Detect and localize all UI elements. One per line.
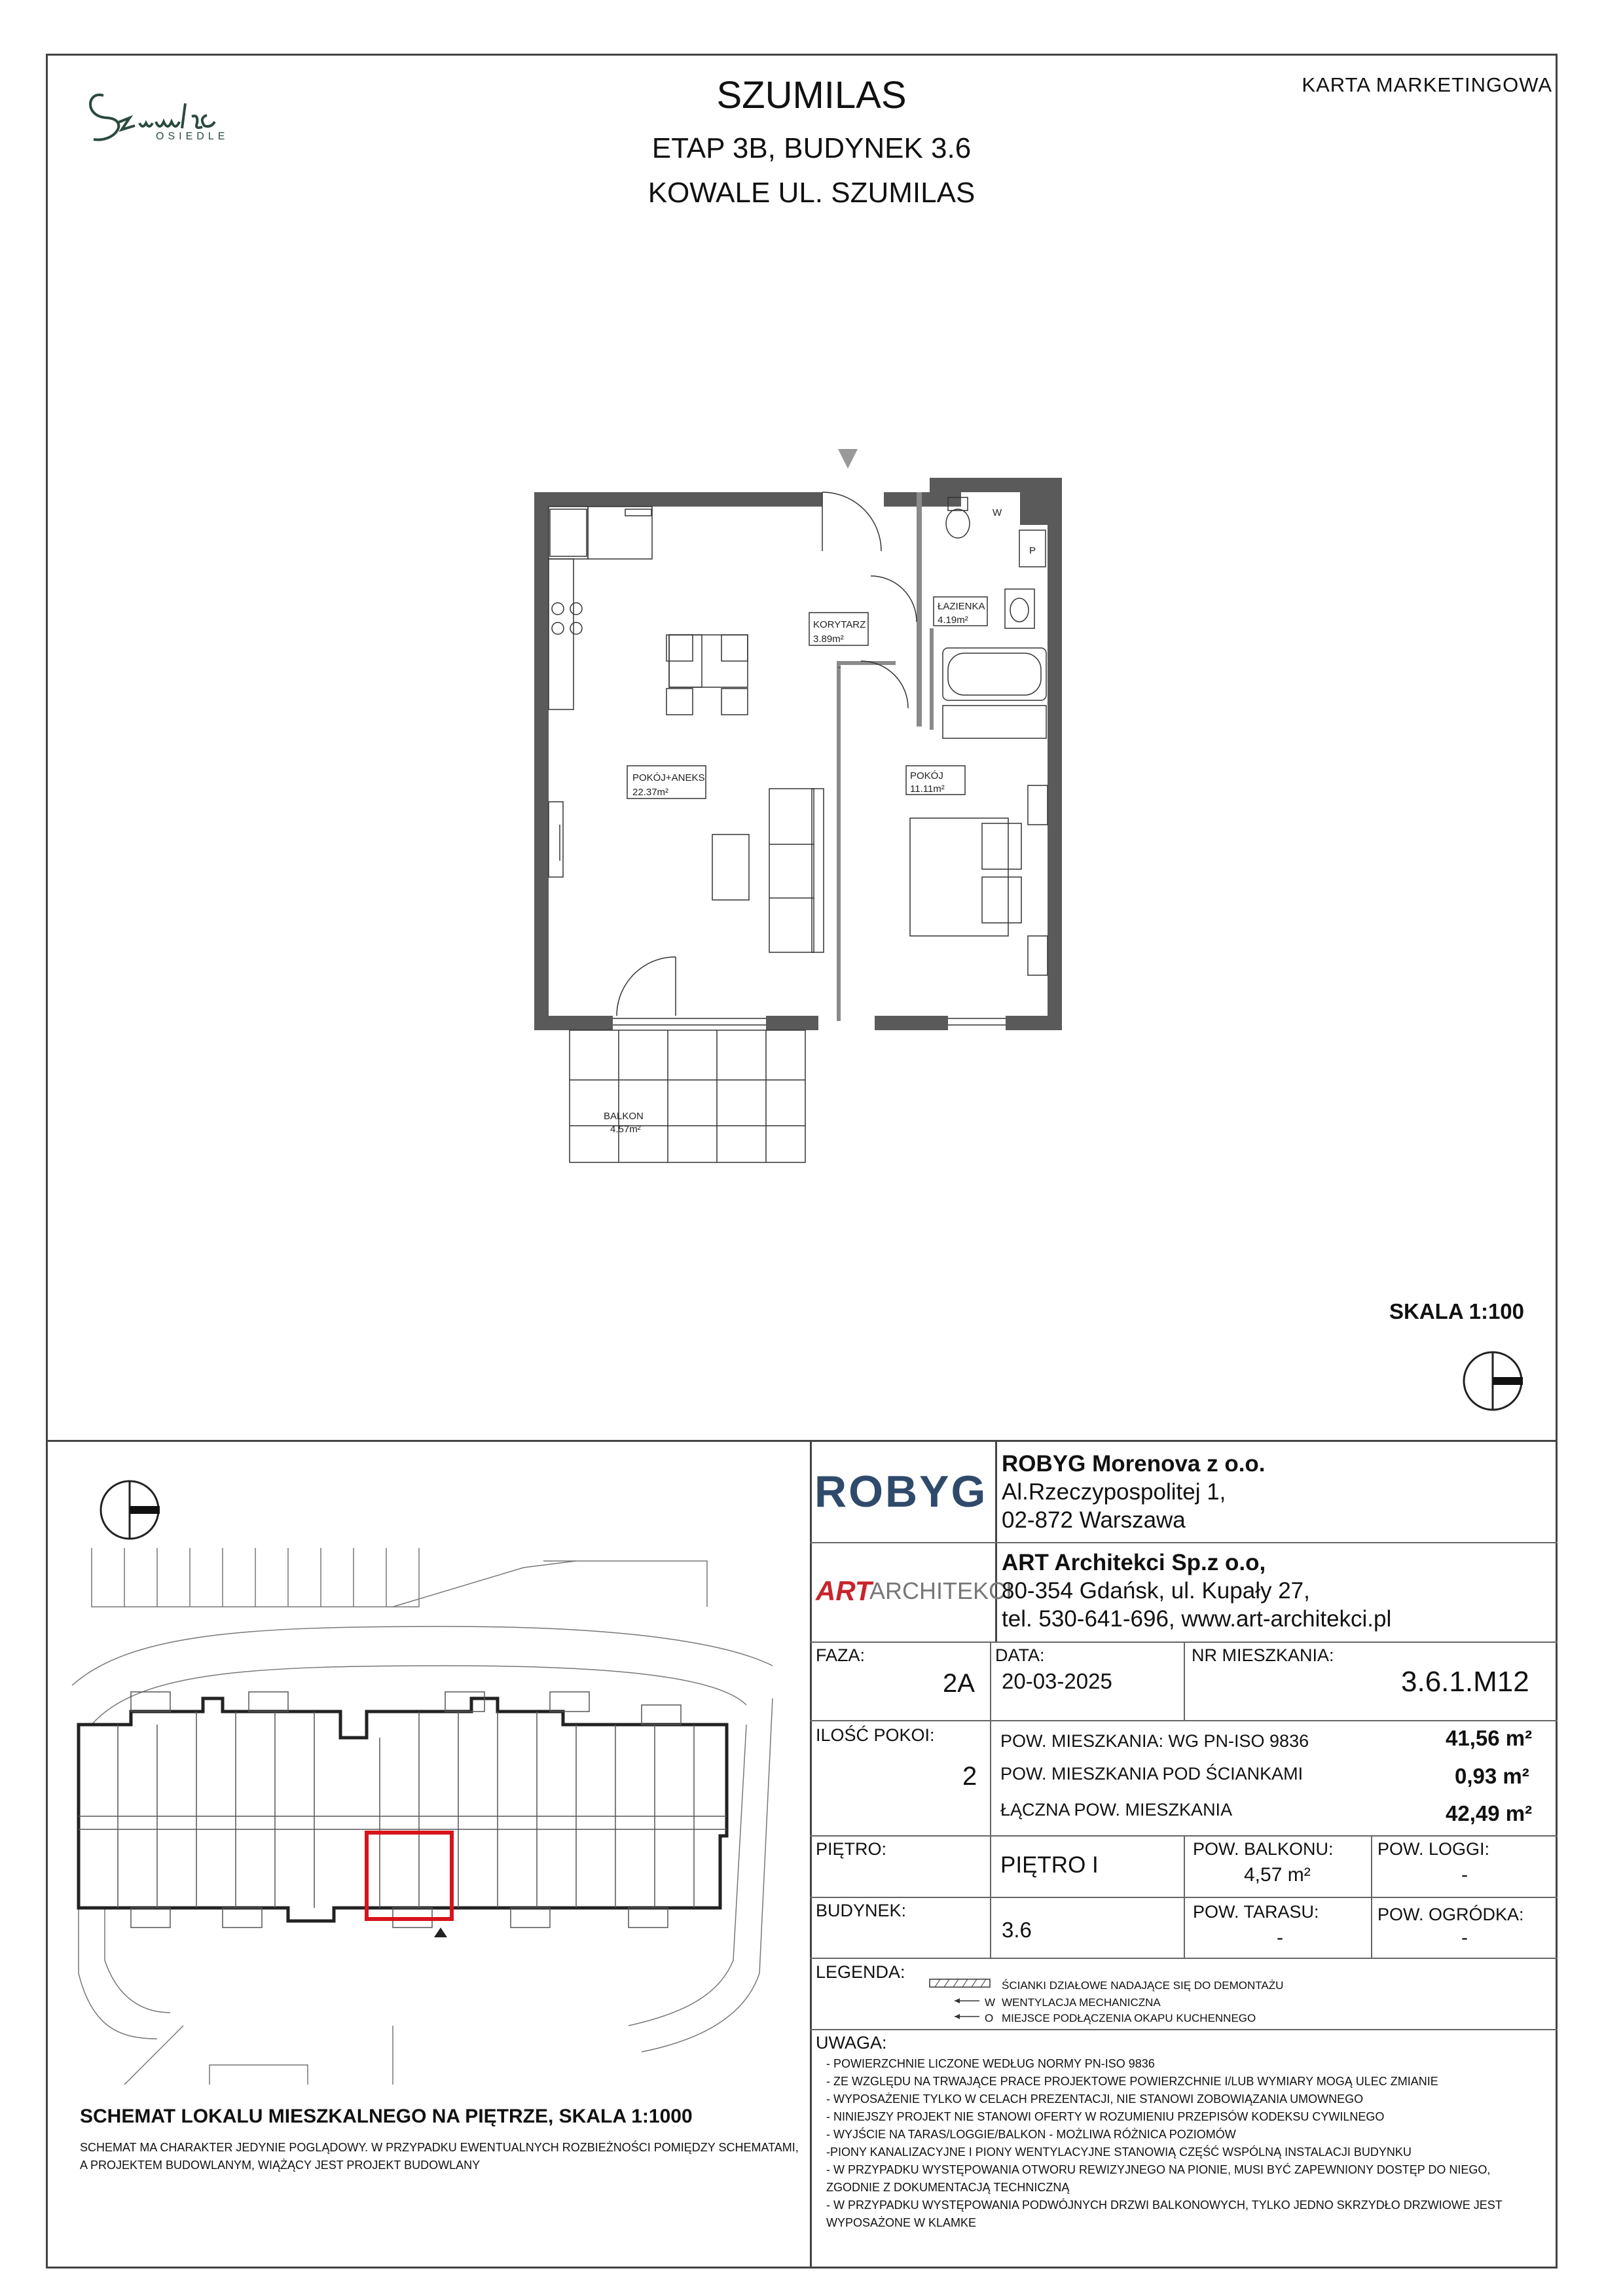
legend-item: MIEJSCE PODŁĄCZENIA OKAPU KUCHENNEGO — [1002, 2012, 1256, 2024]
row-divider — [810, 1542, 1558, 1543]
legend-item: WENTYLACJA MECHANICZNA — [1002, 1996, 1161, 2009]
pow-pod-value: 0,93 m² — [1455, 1764, 1529, 1788]
pow-mieszkania-label: POW. MIESZKANIA: WG PN-ISO 9836 — [1000, 1731, 1309, 1751]
legend-item: ŚCIANKI DZIAŁOWE NADAJĄCE SIĘ DO DEMONTAŻU — [1002, 1979, 1284, 1992]
row-divider — [810, 1958, 1558, 1959]
cell-divider — [990, 1720, 991, 1835]
data-value: 20-03-2025 — [1002, 1669, 1112, 1693]
room-area-bedroom: 11.11m² — [910, 783, 945, 795]
site-plan — [52, 1450, 805, 2085]
data-label: DATA: — [995, 1645, 1045, 1665]
budynek-value: 3.6 — [1002, 1918, 1032, 1942]
nr-label: NR MIESZKANIA: — [1192, 1645, 1334, 1665]
north-arrow-icon — [1460, 1348, 1525, 1414]
room-area-balcony: 4.57m² — [610, 1124, 641, 1135]
cell-divider — [990, 1641, 991, 1720]
pow-pod-label: POW. MIESZKANIA POD ŚCIANKAMI — [1000, 1764, 1304, 1784]
cell-divider — [1184, 1641, 1185, 1720]
section-divider — [46, 1440, 1558, 1442]
balkon-value: 4,57 m² — [1244, 1864, 1311, 1886]
art-logo-rest: ARCHITEKCI — [869, 1577, 1013, 1604]
page-subtitle-stage: ETAP 3B, BUDYNEK 3.6 — [651, 132, 972, 164]
legend-symbols — [928, 1978, 994, 2024]
pokoje-label: ILOŚĆ POKOI: — [816, 1725, 935, 1745]
pow-mieszkania-value: 41,56 m² — [1446, 1726, 1533, 1750]
ogrodek-label: POW. OGRÓDKA: — [1377, 1905, 1524, 1924]
room-area-bathroom: 4.19m² — [938, 615, 968, 626]
logo-subtitle: OSIEDLE — [156, 131, 229, 142]
room-name-bathroom: ŁAZIENKA — [938, 601, 985, 612]
developer-address2: 02-872 Warszawa — [1002, 1507, 1186, 1533]
legend-label: LEGENDA: — [816, 1962, 905, 1982]
note-item: - W PRZYPADKU WYSTĘPOWANIA PODWÓJNYCH DRZWI BALKONOWYCH, TYLKO JEDNO SKRZYDŁO DRZWIOWE JEST WYPOSAŻONE W KLAMKE — [826, 2198, 1503, 2229]
taras-value: - — [1277, 1927, 1283, 1948]
laczna-label: ŁĄCZNA POW. MIESZKANIA — [1000, 1800, 1233, 1820]
legend-symbol-o: O — [985, 2012, 994, 2024]
art-logo: ART — [816, 1575, 872, 1606]
budynek-label: BUDYNEK: — [816, 1901, 907, 1920]
card-label: KARTA MARKETINGOWA — [1302, 73, 1552, 96]
loggia-label: POW. LOGGI: — [1377, 1839, 1490, 1859]
nr-value: 3.6.1.M12 — [1401, 1666, 1529, 1698]
architect-address: 80-354 Gdańsk, ul. Kupały 27, — [1002, 1578, 1310, 1604]
note-item: - NINIEJSZY PROJEKT NIE STANOWI OFERTY W ROZUMIENIU PRZEPISÓW KODEKSU CYWILNEGO — [826, 2110, 1385, 2123]
notes-label: UWAGA: — [816, 2033, 887, 2053]
faza-value: 2A — [943, 1669, 975, 1698]
ventilation-symbol: W — [993, 507, 1002, 518]
ogrodek-value: - — [1461, 1927, 1468, 1948]
floor-plan — [524, 432, 1113, 1185]
site-plan-caption: SCHEMAT LOKALU MIESZKALNEGO NA PIĘTRZE, SKALA 1:1000 — [80, 2106, 693, 2127]
logo-divider — [995, 1440, 997, 1641]
balkon-label: POW. BALKONU: — [1193, 1839, 1334, 1859]
room-name-corridor: KORYTARZ — [813, 619, 866, 630]
note-item: - WYJŚCIE NA TARAS/LOGGIE/BALKON - MOŻLIWA RÓŻNICA POZIOMÓW — [826, 2128, 1236, 2141]
site-plan-note: SCHEMAT MA CHARAKTER JEDYNIE POGLĄDOWY. W PRZYPADKU EWENTUALNYCH ROZBIEŻNOŚCI POMIĘDZY SCHEMATAMI, A PROJEKTEM BUDOWLANYM, WIĄŻĄCY JEST PROJEKT BUDOWLANY — [80, 2141, 799, 2172]
row-divider — [810, 2029, 1558, 2030]
page-subtitle-address: KOWALE UL. SZUMILAS — [647, 177, 976, 209]
loggia-value: - — [1461, 1864, 1468, 1886]
laczna-value: 42,49 m² — [1446, 1801, 1533, 1825]
column-divider — [810, 1440, 812, 2269]
room-name-balcony: BALKON — [604, 1111, 644, 1122]
page-title: SZUMILAS — [716, 74, 907, 117]
architect-contact: tel. 530-641-696, www.art-architekci.pl — [1002, 1606, 1392, 1632]
row-divider — [810, 1720, 1558, 1721]
legend-symbol-w: W — [985, 1996, 996, 2009]
note-item: - POWIERZCHNIE LICZONE WEDŁUG NORMY PN-ISO 9836 — [826, 2057, 1155, 2070]
note-item: - W PRZYPADKU WYSTĘPOWANIA OTWORU REWIZYJNEGO NA PIONIE, MUSI BYĆ ZAPEWNIONY DOSTĘP DO NIEGO, ZGODNIE Z DOKUMENTACJĄ TECHNICZNĄ — [826, 2163, 1491, 2194]
pietro-value: PIĘTRO I — [1000, 1852, 1099, 1878]
faza-label: FAZA: — [816, 1645, 866, 1665]
pietro-label: PIĘTRO: — [816, 1839, 887, 1859]
plan-scale: SKALA 1:100 — [1389, 1299, 1525, 1323]
note-item: - WYPOSAŻENIE TYLKO W CELACH PREZENTACJI, NIE STANOWI ZOBOWIĄZANIA UMOWNEGO — [826, 2092, 1364, 2106]
note-item: -PIONY KANALIZACYJNE I PIONY WENTYLACYJNE STANOWIĄ CZĘŚĆ WSPÓLNĄ INSTALACJI BUDYNKU — [826, 2145, 1412, 2159]
room-area-corridor: 3.89m² — [813, 634, 844, 645]
row-divider — [810, 1897, 1558, 1898]
architect-name: ART Architekci Sp.z o.o, — [1002, 1550, 1266, 1575]
robyg-logo: ROBYG — [814, 1467, 988, 1516]
developer-address1: Al.Rzeczypospolitej 1, — [1002, 1479, 1226, 1505]
taras-label: POW. TARASU: — [1193, 1902, 1319, 1922]
developer-name: ROBYG Morenova z o.o. — [1002, 1451, 1266, 1477]
room-name-living: POKÓJ+ANEKS — [632, 772, 705, 783]
pokoje-value: 2 — [962, 1762, 977, 1791]
room-area-living: 22.37m² — [632, 787, 669, 798]
p-symbol: P — [1029, 545, 1036, 556]
room-name-bedroom: POKÓJ — [910, 770, 943, 781]
note-item: - ZE WZGLĘDU NA TRWAJĄCE PRACE PROJEKTOWE POWIERZCHNIE I/LUB WYMIARY MOGĄ ULEC ZMIANIE — [826, 2075, 1438, 2088]
